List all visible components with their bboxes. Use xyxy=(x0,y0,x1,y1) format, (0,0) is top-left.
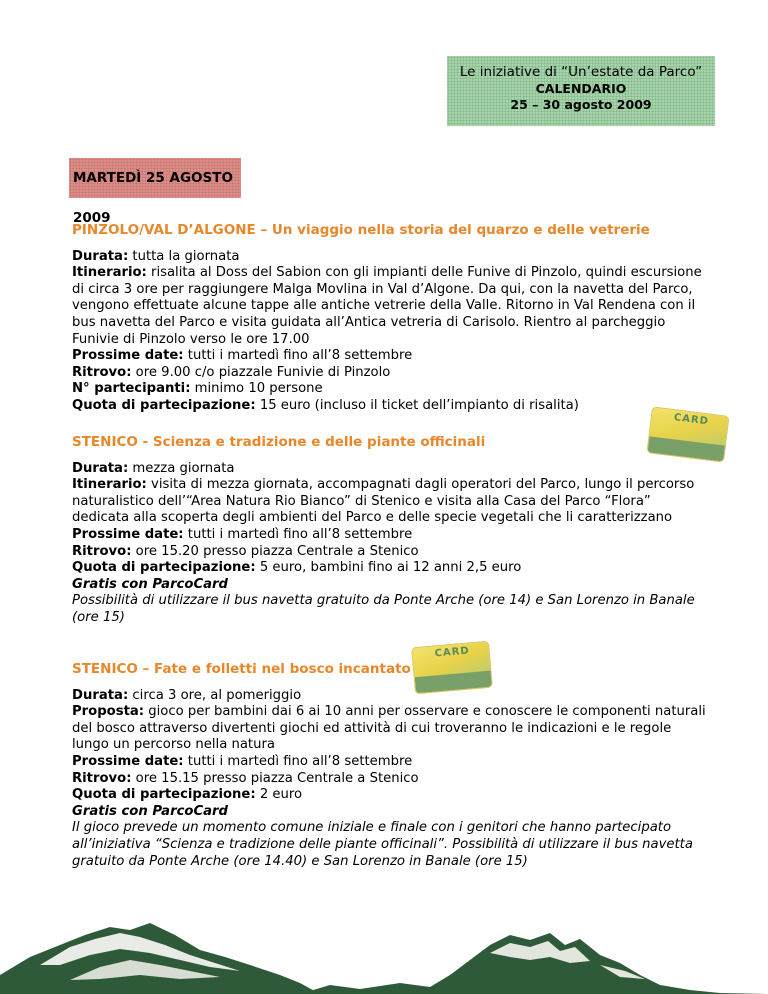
ritrovo-value: ore 9.00 c/o piazzale Funivie di Pinzolo xyxy=(131,364,391,380)
event-title: PINZOLO/VAL D’ALGONE – Un viaggio nella storia del quarzo e delle vetrerie xyxy=(72,222,650,238)
durata-value: circa 3 ore, al pomeriggio xyxy=(128,687,302,703)
proposta-value: gioco per bambini dai 6 ai 10 anni per osservare e conoscere le componenti naturali del bosco attraverso divertenti giochi ed attività di cui troveranno le indicazioni e le regole lungo un percorso nella natura xyxy=(72,704,706,753)
proposta-label: Proposta: xyxy=(72,704,145,720)
event-title: STENICO – Fate e folletti nel bosco incantato xyxy=(72,661,411,677)
event-stenico-piante xyxy=(72,434,712,627)
itinerario-value: visita di mezza giornata, accompagnati dagli operatori del Parco, lungo il percorso naturalistico dell’“Area Natura Rio Bianco” di Stenico e visita alla Casa del Parco “Flora” dedicata alla scoperta degli ambienti del Parco e delle specie vegetali che li caratterizzano xyxy=(72,477,695,526)
header-calendar: CALENDARIO xyxy=(535,81,627,96)
header-dates: 25 – 30 agosto 2009 xyxy=(510,97,652,112)
card-logo-text: CARD xyxy=(434,645,471,660)
durata-label: Durata: xyxy=(72,248,129,264)
event-pinzolo xyxy=(72,222,712,415)
durata-value: mezza giornata xyxy=(128,460,235,476)
day-heading: MARTEDÌ 25 AGOSTO 2009 xyxy=(69,158,241,198)
date-label: Prossime date: xyxy=(72,348,184,364)
partecipanti-value: minimo 10 persone xyxy=(190,381,323,397)
ritrovo-label: Ritrovo: xyxy=(72,364,132,380)
durata-label: Durata: xyxy=(72,460,129,476)
quota-value: 5 euro, bambini fino ai 12 anni 2,5 euro xyxy=(255,560,522,576)
ritrovo-value: ore 15.20 presso piazza Centrale a Stenico xyxy=(131,543,419,559)
header-subtitle: Le iniziative di “Un’estate da Parco” xyxy=(459,64,703,80)
itinerario-value: risalita al Doss del Sabion con gli impianti delle Funive di Pinzolo, quindi escursione di circa 3 ore per raggiungere Malga Movlina in Val d’Algone. Da qui, con la navetta del Parco, vengono effettuate alcune tappe alle antiche vetrerie della Valle. Ritorno in Val Rendena con il bus navetta del Parco e visita guidata all’Antica vetreria di Carisolo. Rientro al parcheggio Funivie di Pinzolo verso le ore 17.00 xyxy=(72,265,702,347)
itinerario-label: Itinerario: xyxy=(72,477,147,493)
mountain-silhouette xyxy=(0,905,768,994)
calendar-header xyxy=(447,56,715,126)
ritrovo-value: ore 15.15 presso piazza Centrale a Stenico xyxy=(131,770,419,786)
date-value: tutti i martedì fino all’8 settembre xyxy=(183,753,413,769)
quota-value: 2 euro xyxy=(255,787,303,803)
quota-value: 15 euro (incluso il ticket dell’impianto di risalita) xyxy=(255,397,579,413)
date-value: tutti i martedì fino all’8 settembre xyxy=(183,526,413,542)
date-label: Prossime date: xyxy=(72,753,184,769)
ritrovo-label: Ritrovo: xyxy=(72,770,132,786)
durata-label: Durata: xyxy=(72,687,129,703)
date-label: Prossime date: xyxy=(72,526,184,542)
itinerario-label: Itinerario: xyxy=(72,265,147,281)
gratis-parcocard: Gratis con ParcoCard xyxy=(72,576,228,592)
durata-value: tutta la giornata xyxy=(128,248,240,264)
card-logo-text: CARD xyxy=(673,412,710,428)
event-stenico-folletti xyxy=(72,661,712,870)
shuttle-note: Possibilità di utilizzare il bus navetta gratuito da Ponte Arche (ore 14) e San Lorenzo in Banale (ore 15) xyxy=(72,593,695,625)
partecipanti-label: N° partecipanti: xyxy=(72,381,191,397)
quota-label: Quota di partecipazione: xyxy=(72,787,256,803)
event-title: STENICO - Scienza e tradizione e delle piante officinali xyxy=(72,434,486,450)
quota-label: Quota di partecipazione: xyxy=(72,560,256,576)
quota-label: Quota di partecipazione: xyxy=(72,397,256,413)
gratis-parcocard: Gratis con ParcoCard xyxy=(72,803,228,819)
ritrovo-label: Ritrovo: xyxy=(72,543,132,559)
date-value: tutti i martedì fino all’8 settembre xyxy=(183,348,413,364)
game-note: Il gioco prevede un momento comune iniziale e finale con i genitori che hanno partecipato all’iniziativa “Scienza e tradizione delle piante officinali”. Possibilità di utilizzare il bus navetta gratuito da Ponte Arche (ore 14.40) e San Lorenzo in Banale (ore 15) xyxy=(72,820,693,869)
